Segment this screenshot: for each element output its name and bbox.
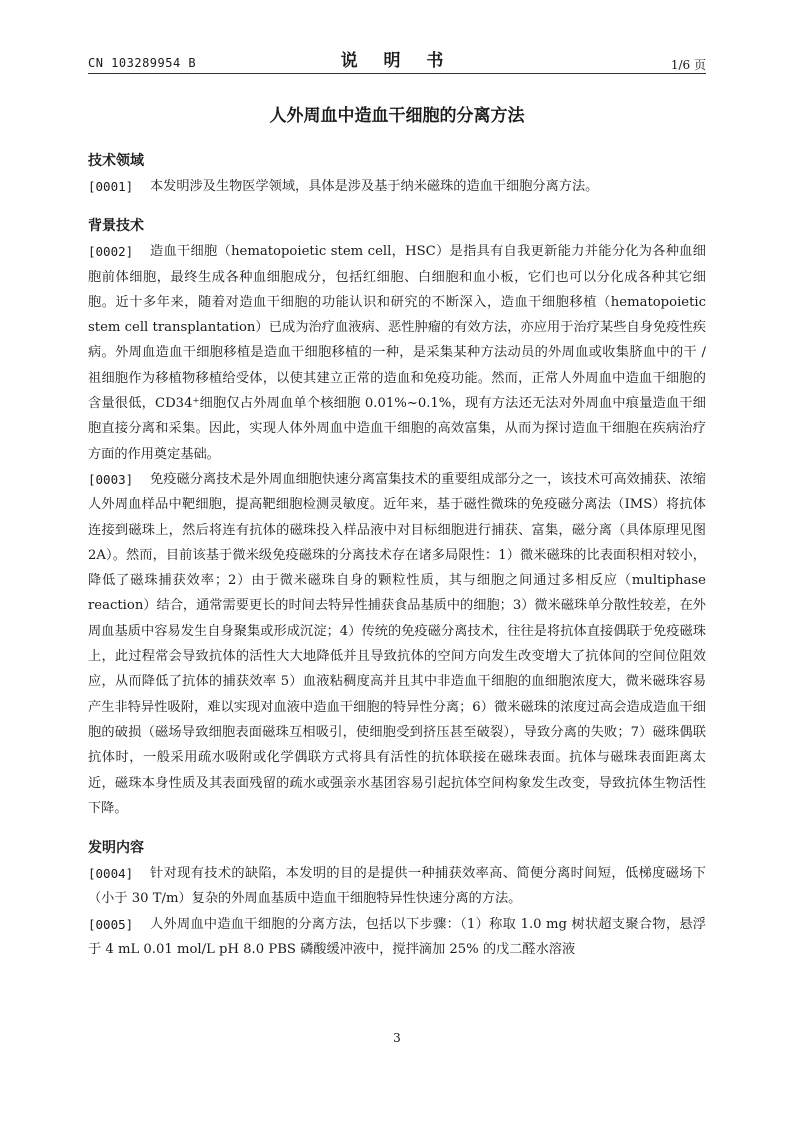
document-body [88, 148, 706, 962]
paragraph-number: [0002] [88, 244, 134, 260]
paragraph-text: 造血干细胞（hematopoietic stem cell，HSC）是指具有自我更新能力并能分化为各种血细胞前体细胞，最终生成各种血细胞成分，包括红细胞、白细胞和血小板，它们也可以分化成各种其它细胞。近十多年来，随着对造血干细胞的功能认识和研究的不断深入，造血干细胞移植（hematopoietic stem cell transplantation）已成为治疗血液病、恶性肿瘤的有效方法，亦应用于治疗某些自身免疫性疾病。外周血造血干细胞移植是造血干细胞移植的一种，是采集某种方法动员的外周血或收集脐血中的干 / 祖细胞作为移植物移植给受体，以使其建立正常的造血和免疫功能。然而，正常人外周血中造血干细胞的含量很低，CD34⁺细胞仅占外周血单个核细胞 0.01%~0.1%，现有方法还无法对外周血中痕量造血干细胞直接分离和采集。因此，实现人体外周血中造血干细胞的高效富集，从而为探讨造血干细胞在疾病治疗方面的作用奠定基础。 [88, 244, 706, 462]
page-number: 3 [393, 1031, 401, 1045]
paragraph-number: [0001] [88, 179, 134, 194]
paragraph-0002 [88, 239, 706, 467]
paragraph-number: [0003] [88, 471, 134, 487]
paragraph-number: [0005] [88, 916, 134, 932]
section-heading-technical-field: 技术领域 [88, 153, 144, 169]
page-of-total: 1/6 页 [670, 58, 706, 72]
document-title: 人外周血中造血干细胞的分离方法 [269, 106, 525, 126]
paragraph-text: 针对现有技术的缺陷，本发明的目的是提供一种捕获效率高、简便分离时间短，低梯度磁场下（小于 30 T/m）复杂的外周血基质中造血干细胞特异性快速分离的方法。 [88, 866, 706, 907]
section-heading-invention: 发明内容 [88, 840, 144, 857]
document-type: 说 明 书 [340, 51, 454, 71]
section-heading-background: 背景技术 [88, 218, 144, 235]
header-rule [88, 73, 706, 74]
paragraph-text: 免疫磁分离技术是外周血细胞快速分离富集技术的重要组成部分之一，该技术可高效捕获、浓缩人外周血样品中靶细胞，提高靶细胞检测灵敏度。近年来，基于磁性微珠的免疫磁分离法（IMS）将抗体连接到磁珠上，然后将连有抗体的磁珠投入样品液中对目标细胞进行捕获、富集，磁分离（具体原理见图 2A）。然而，目前该基于微米级免疫磁珠的分离技术存在诸多局限性：1）微米磁珠的比表面积相对较小，降低了磁珠捕获效率；2）由于微米磁珠自身的颗粒性质，其与细胞之间通过多相反应（multiphase reaction）结合，通常需要更长的时间去特异性捕获食品基质中的细胞；3）微米磁珠单分散性较差，在外周血基质中容易发生自身聚集或形成沉淀；4）传统的免疫磁分离技术，往往是将抗体直接偶联于免疫磁珠上，此过程常会导致抗体的活性大大地降低并且导致抗体的空间方向发生改变增大了抗体间的空间位阻效应，从而降低了抗体的捕获效率 5）血液粘稠度高并且其中非造血干细胞的血细胞浓度大，微米磁珠容易产生非特异性吸附，难以实现对血液中造血干细胞的特异性分离；6）微米磁珠的浓度过高会造成造血干细胞的破损（磁场导致细胞表面磁珠互相吸引，使细胞受到挤压甚至破裂），导致分离的失败；7）磁珠偶联抗体时，一般采用疏水吸附或化学偶联方式将具有活性的抗体联接在磁珠表面。抗体与磁珠表面距离太近，磁珠本身性质及其表面残留的疏水或强亲水基团容易引起抗体空间构象发生改变，导致抗体生物活性下降。 [88, 471, 706, 816]
paragraph-text: 人外周血中造血干细胞的分离方法，包括以下步骤：（1）称取 1.0 mg 树状超支聚合物，悬浮于 4 mL 0.01 mol/L pH 8.0 PBS 磷酸缓冲液中，搅拌滴加 25% 的戊二醛水溶液 [88, 916, 706, 958]
paragraph-number: [0004] [88, 866, 134, 882]
paragraph-0004 [88, 861, 706, 912]
paragraph-text: 本发明涉及生物医学领域，具体是涉及基于纳米磁珠的造血干细胞分离方法。 [150, 179, 599, 194]
patent-number: CN 103289954 B [88, 56, 197, 70]
paragraph-0001 [88, 174, 706, 199]
paragraph-0005 [88, 912, 706, 963]
paragraph-0003 [88, 467, 706, 821]
page-header [88, 46, 706, 76]
